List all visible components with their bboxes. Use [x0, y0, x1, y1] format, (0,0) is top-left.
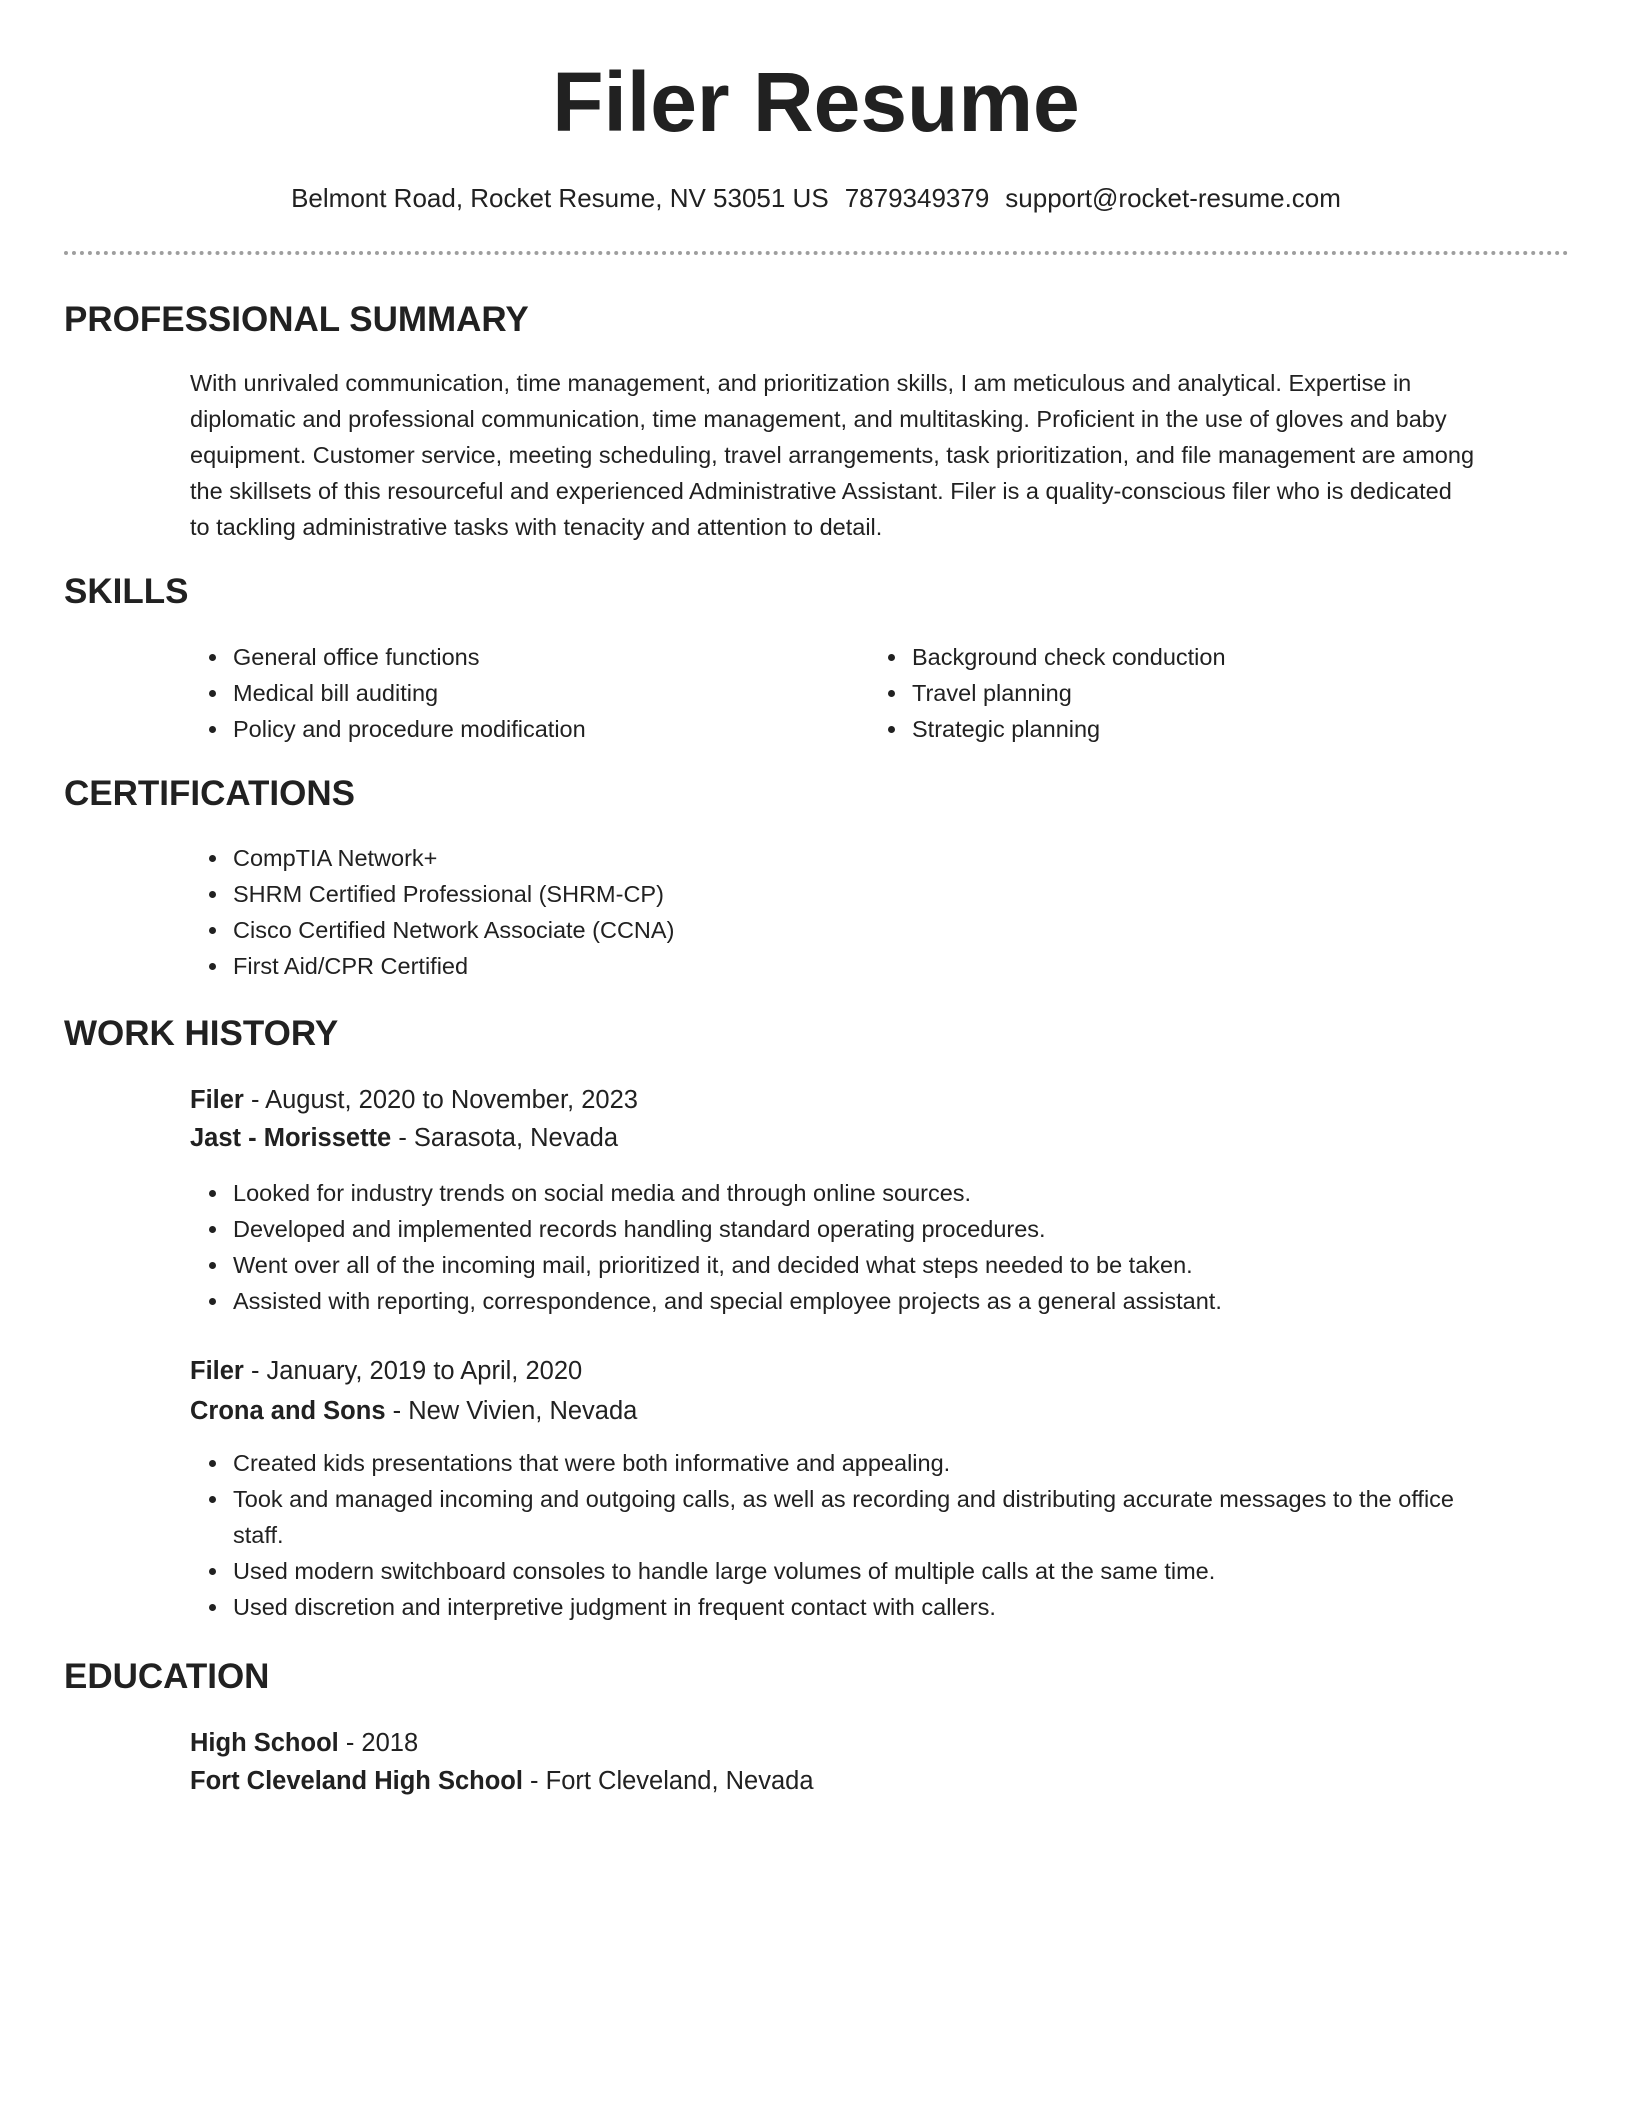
job-bullet: Created kids presentations that were both informative and appealing.: [233, 1445, 1623, 1481]
section-title-skills: SKILLS: [64, 572, 189, 611]
job-dates: - August, 2020 to November, 2023: [243, 1086, 638, 1114]
education-year: - 2018: [338, 1729, 419, 1757]
skills-list-left: [190, 639, 853, 747]
skill-item: Travel planning: [912, 675, 1532, 711]
contact-address: Belmont Road, Rocket Resume, NV 53051 US: [291, 183, 829, 213]
certifications-list: [190, 840, 1433, 984]
certification-item: SHRM Certified Professional (SHRM-CP): [233, 876, 1433, 912]
job-bullet: [233, 1481, 1623, 1553]
job-company: Jast - Morissette: [190, 1124, 392, 1152]
job-location: - New Vivien, Nevada: [385, 1397, 638, 1425]
job-company-line: [190, 1393, 637, 1429]
summary-text: [190, 365, 1560, 545]
job-bullet: Developed and implemented records handling standard operating procedures.: [233, 1211, 1623, 1247]
skill-item: Background check conduction: [912, 639, 1532, 675]
certification-item: First Aid/CPR Certified: [233, 948, 1433, 984]
section-title-summary: PROFESSIONAL SUMMARY: [64, 300, 529, 339]
education-school: Fort Cleveland High School: [190, 1767, 523, 1795]
skills-list-right: [869, 639, 1532, 747]
certification-item: Cisco Certified Network Associate (CCNA): [233, 912, 1433, 948]
summary-line: the skillsets of this resourceful and experienced Administrative Assistant. Filer is a quality-conscious filer who is dedicated: [190, 478, 1452, 504]
job-bullet-line: staff.: [233, 1522, 284, 1548]
job-bullet: Looked for industry trends on social media and through online sources.: [233, 1175, 1623, 1211]
job-dates: - January, 2019 to April, 2020: [243, 1357, 583, 1385]
contact-line: [0, 180, 1632, 216]
education-school-line: [190, 1763, 814, 1799]
job-role-line: [190, 1353, 582, 1389]
skill-item: General office functions: [233, 639, 853, 675]
header-divider: [64, 251, 1569, 255]
skill-item: Strategic planning: [912, 711, 1532, 747]
job-bullets: [190, 1445, 1623, 1625]
contact-email: support@rocket-resume.com: [1005, 183, 1341, 213]
job-location: - Sarasota, Nevada: [391, 1124, 619, 1152]
job-role-line: [190, 1082, 638, 1118]
job-bullet-line: Took and managed incoming and outgoing calls, as well as recording and distributing accurate messages to the office: [233, 1486, 1454, 1512]
job-bullet: Used discretion and interpretive judgment in frequent contact with callers.: [233, 1589, 1623, 1625]
job-company: Crona and Sons: [190, 1397, 386, 1425]
section-title-certifications: CERTIFICATIONS: [64, 774, 356, 813]
education-degree: High School: [190, 1729, 339, 1757]
summary-line: With unrivaled communication, time management, and prioritization skills, I am meticulous and analytical. Expertise in: [190, 370, 1412, 396]
job-company-line: [190, 1120, 618, 1156]
education-degree-line: [190, 1725, 418, 1761]
section-title-education: EDUCATION: [64, 1657, 270, 1696]
job-bullets: [190, 1175, 1623, 1319]
job-bullet: Assisted with reporting, correspondence, and special employee projects as a general assistant.: [233, 1283, 1623, 1319]
job-role: Filer: [190, 1086, 244, 1114]
summary-line: to tackling administrative tasks with tenacity and attention to detail.: [190, 514, 883, 540]
skill-item: Medical bill auditing: [233, 675, 853, 711]
skill-item: Policy and procedure modification: [233, 711, 853, 747]
job-bullet: Went over all of the incoming mail, prioritized it, and decided what steps needed to be taken.: [233, 1247, 1623, 1283]
resume-name: Filer Resume: [552, 55, 1080, 149]
education-location: - Fort Cleveland, Nevada: [522, 1767, 814, 1795]
summary-line: diplomatic and professional communication, time management, and multitasking. Proficient in the use of gloves and baby: [190, 406, 1447, 432]
contact-phone: 7879349379: [844, 183, 990, 213]
job-bullet: Used modern switchboard consoles to handle large volumes of multiple calls at the same time.: [233, 1553, 1623, 1589]
summary-line: equipment. Customer service, meeting scheduling, travel arrangements, task prioritization, and file management are among: [190, 442, 1475, 468]
job-role: Filer: [190, 1357, 244, 1385]
section-title-work-history: WORK HISTORY: [64, 1014, 339, 1053]
certification-item: CompTIA Network+: [233, 840, 1433, 876]
